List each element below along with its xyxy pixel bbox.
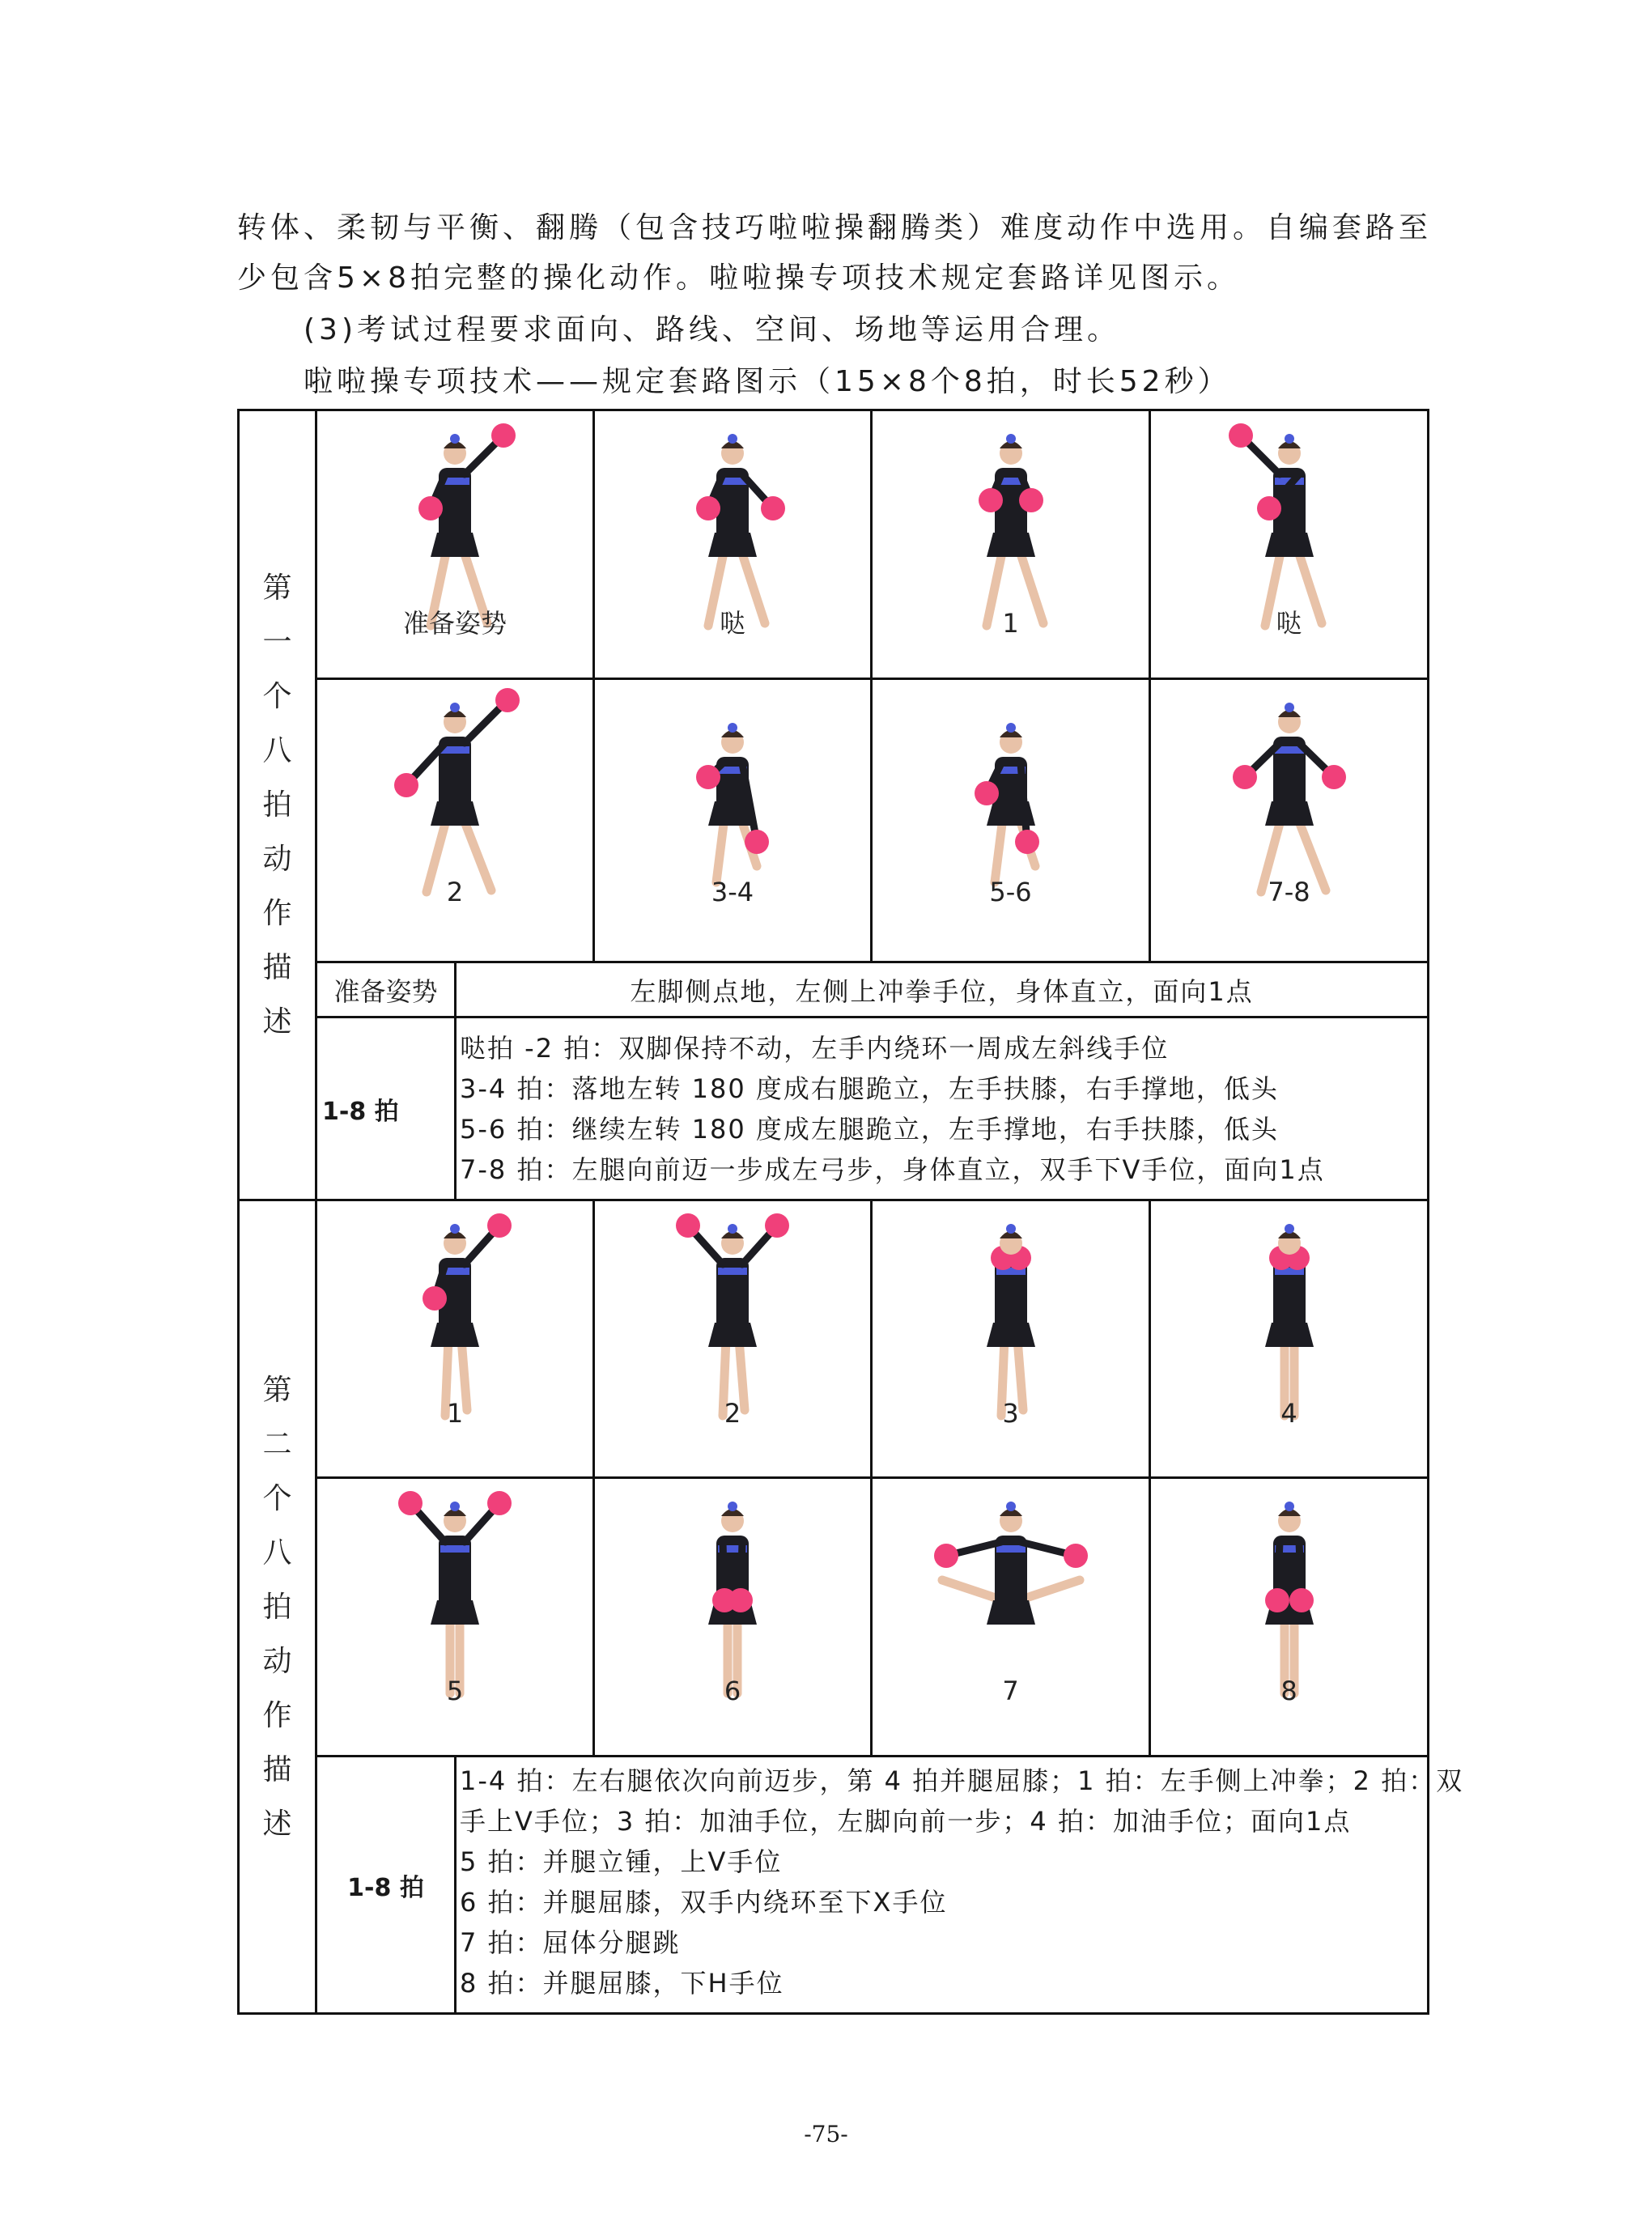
photo-cell (316, 1478, 594, 1757)
dancer-figure (374, 1201, 536, 1428)
dancer-photo: 5 (317, 1479, 592, 1706)
dancer-figure (374, 680, 536, 907)
intro-line-3: (3)考试过程要求面向、路线、空间、场地等运用合理。 (304, 313, 1120, 346)
dancer-photo: 7-8 (1151, 680, 1427, 907)
dancer-photo: 1 (873, 411, 1149, 638)
dancer-figure (1208, 1479, 1370, 1706)
dancer-figure (930, 411, 1092, 638)
routine-table (237, 409, 1464, 2015)
dancer-photo: 准备姿势 (317, 411, 592, 638)
photo-cell (316, 1200, 594, 1478)
page-number: -75- (804, 2121, 848, 2147)
photo-cell (316, 410, 594, 679)
dancer-photo: 3-4 (595, 680, 870, 907)
photo-cell (872, 679, 1150, 962)
dancer-figure (652, 680, 813, 907)
section1-label: 第 一 个 八 拍 动 作 描 述 (239, 410, 316, 1200)
prep-label: 准备姿势 (316, 962, 456, 1017)
dancer-photo: 1 (317, 1201, 592, 1428)
dancer-photo: 7 (873, 1479, 1149, 1706)
dancer-photo: 2 (595, 1201, 870, 1428)
beats-label: 1-8 拍 (316, 1757, 456, 2014)
dancer-figure (930, 1201, 1092, 1428)
photo-cell (872, 1478, 1150, 1757)
photo-cell (594, 679, 872, 962)
dancer-figure (1208, 680, 1370, 907)
dancer-figure (652, 411, 813, 638)
beats-label: 1-8 拍 (316, 1017, 456, 1200)
dancer-photo: 3 (873, 1201, 1149, 1428)
photo-cell (1150, 679, 1429, 962)
dancer-photo: 哒 (595, 411, 870, 638)
photo-cell (594, 1200, 872, 1478)
section2-description: 1-4 拍：左右腿依次向前迈步，第 4 拍并腿屈膝；1 拍：左手侧上冲拳；2 拍：双 手上V手位；3 拍：加油手位，左脚向前一步；4 拍：加油手位；面向1点 5 拍：并腿立锺，上V手位 6 拍：并腿屈膝，双手内绕环至下X手位 7 拍：屈体分腿跳 8 拍：并腿屈膝，下H手位 (456, 1757, 1429, 2014)
dancer-figure (1208, 411, 1370, 638)
photo-cell (872, 410, 1150, 679)
figure-caption: 啦啦操专项技术——规定套路图示（15×8个8拍，时长52秒） (304, 365, 1231, 398)
photo-cell (1150, 410, 1429, 679)
dancer-figure (652, 1479, 813, 1706)
dancer-photo: 6 (595, 1479, 870, 1706)
dancer-figure (1208, 1201, 1370, 1428)
photo-cell (1150, 1200, 1429, 1478)
section1-description: 哒拍 -2 拍：双脚保持不动，左手内绕环一周成左斜线手位 3-4 拍：落地左转 180 度成右腿跪立，左手扶膝，右手撑地，低头 5-6 拍：继续左转 180 度成左腿跪立，左手撑地，右手扶膝，低头 7-8 拍：左腿向前迈一步成左弓步，身体直立，双手下V手位，面向1点 (456, 1017, 1429, 1200)
dancer-figure (930, 680, 1092, 907)
dancer-photo: 2 (317, 680, 592, 907)
intro-line-2: 少包含5×8拍完整的操化动作。啦啦操专项技术规定套路详见图示。 (237, 261, 1240, 295)
dancer-photo: 5-6 (873, 680, 1149, 907)
intro-line-1: 转体、柔韧与平衡、翻腾（包含技巧啦啦操翻腾类）难度动作中选用。自编套路至 (237, 211, 1433, 244)
photo-cell (872, 1200, 1150, 1478)
dancer-photo: 哒 (1151, 411, 1427, 638)
photo-cell (316, 679, 594, 962)
section2-label: 第 二 个 八 拍 动 作 描 述 (239, 1200, 316, 2014)
dancer-figure (374, 1479, 536, 1706)
photo-cell (1150, 1478, 1429, 1757)
dancer-figure (652, 1201, 813, 1428)
dancer-photo: 4 (1151, 1201, 1427, 1428)
dancer-photo: 8 (1151, 1479, 1427, 1706)
dancer-figure (374, 411, 536, 638)
photo-cell (594, 410, 872, 679)
prep-description: 左脚侧点地，左侧上冲拳手位，身体直立，面向1点 (456, 962, 1429, 1017)
dancer-figure (930, 1479, 1092, 1706)
photo-cell (594, 1478, 872, 1757)
